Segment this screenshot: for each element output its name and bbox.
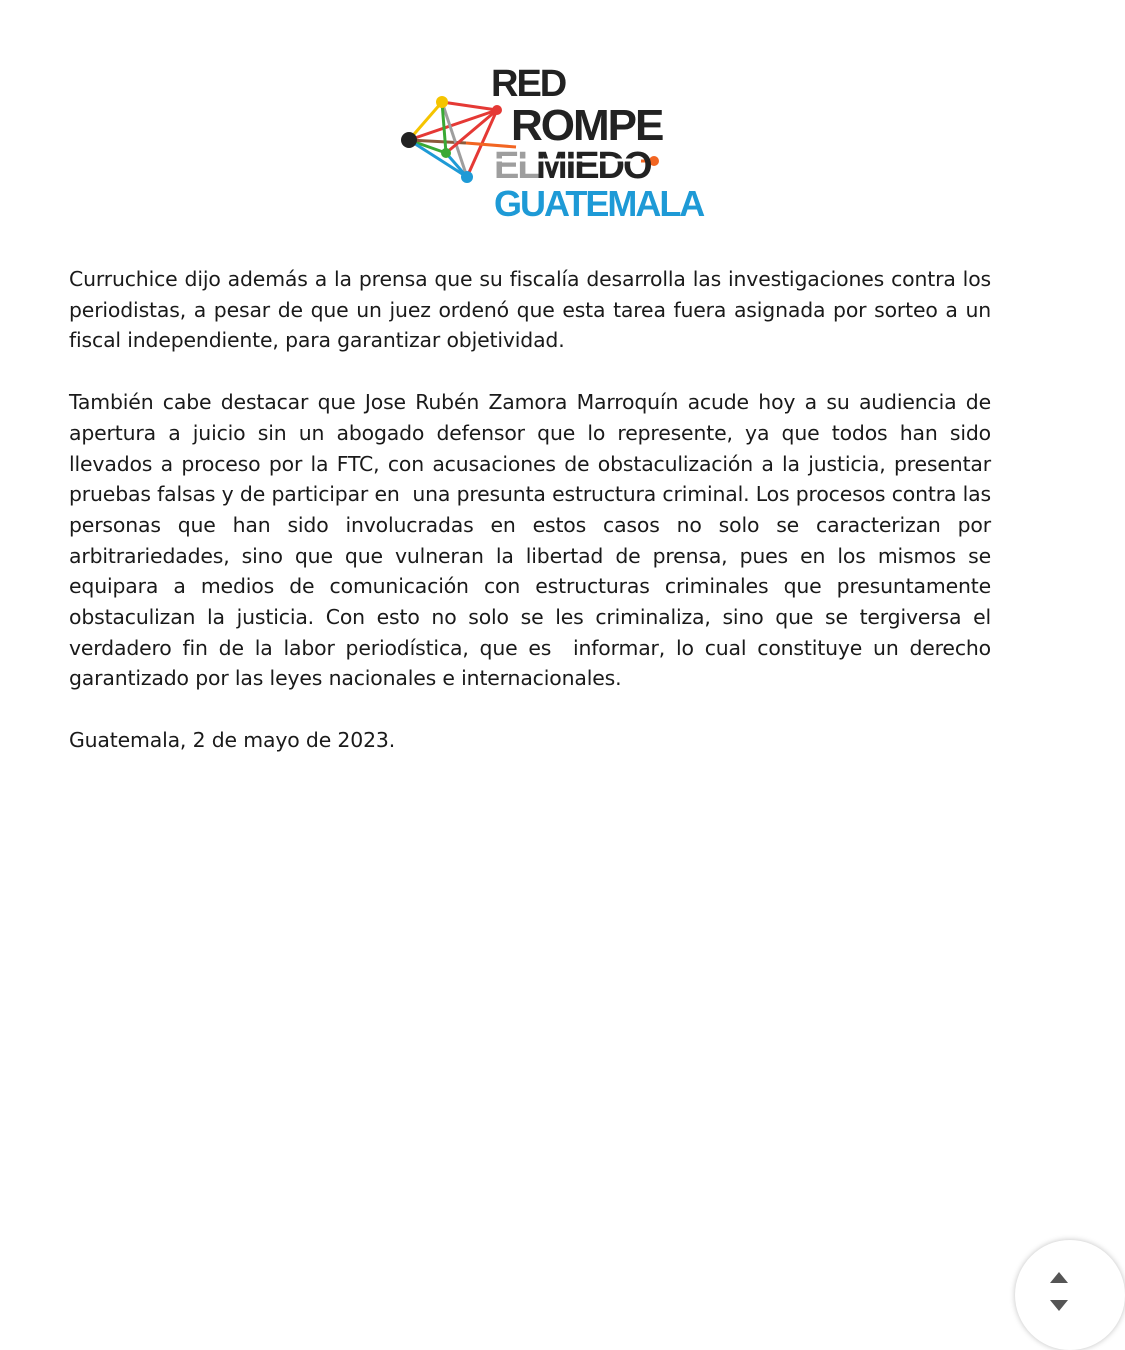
paragraph-2: También cabe destacar que Jose Rubén Zamora Marroquín acude hoy a su audiencia de apertura a juicio sin un abogado defensor que lo represente, ya que todos han sido llevados a proceso por la FTC, con acusaciones de obstaculización a la justicia, presentar pruebas falsas y de participar en una presunta estructura criminal. Los procesos contra las personas que han sido involucradas en estos casos no solo se caracterizan por arbitrariedades, sino que que vulneran la libertad de prensa, pues en los mismos se equipara a medios de comunicación con estructuras criminales que presuntamente obstaculizan la justicia. Con esto no solo se les criminaliza, sino que se tergiversa el verdadero fin de la labor periodística, que es informar, lo cual constituye un derecho garantizado por las leyes nacionales e internacionales. [69,390,998,691]
logo-word-guatemala: GUATEMALA [494,183,704,224]
logo-word-rompe: ROMPE [511,101,663,150]
paragraph-1: Curruchice dijo además a la prensa que su fiscalía desarrolla las investigaciones contra los periodistas, a pesar de que un juez ordenó que esta tarea fuera asignada por sorteo a un fiscal independiente, para garantizar objetividad. [69,267,998,353]
triangle-up-icon[interactable] [1050,1272,1068,1283]
logo-word-el: EL [494,145,539,187]
logo-word-miedo: MIEDO [536,145,651,187]
document-body [69,264,998,756]
dateline: Guatemala, 2 de mayo de 2023. [69,728,396,753]
scroll-widget[interactable] [1015,1240,1125,1350]
triangle-down-icon[interactable] [1050,1300,1068,1311]
red-rompe-el-miedo-logo [396,60,704,225]
logo-word-red: RED [491,63,566,105]
logo-graphic [396,60,704,225]
